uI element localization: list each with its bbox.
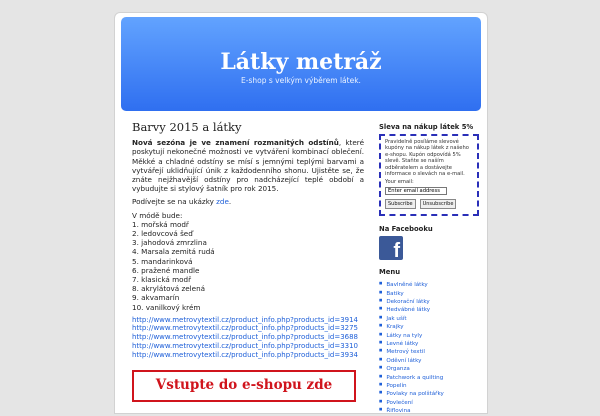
list-item: 5. mandarinková — [132, 256, 193, 266]
color-list — [132, 211, 364, 312]
list-item: 9. akvamarín — [132, 293, 180, 303]
email-label: Your email: — [385, 179, 414, 186]
product-link[interactable]: http://www.metrovytextil.cz/product_info.php?products_id=3934 — [132, 350, 359, 359]
subscribe-buttons — [385, 199, 473, 209]
sidebar — [379, 123, 479, 414]
unsubscribe-button[interactable]: Unsubscribe — [420, 199, 457, 209]
list-item: 3. jahodová zmrzlina — [132, 238, 207, 248]
product-link[interactable]: http://www.metrovytextil.cz/product_info.php?products_id=3688 — [132, 333, 359, 342]
list-intro: V módě bude: — [132, 210, 183, 220]
eshop-banner[interactable]: Vstupte do e-shopu zde — [132, 370, 356, 402]
menu-item[interactable]: ■ Povlečení — [379, 397, 479, 405]
list-item: 8. akrylátová zelená — [132, 284, 206, 294]
intro-bold: Nová sezóna je ve znamení rozmanitých odstínů — [132, 138, 339, 148]
subscribe-box — [379, 134, 479, 216]
menu-item[interactable]: ■ Bavlněné látky — [379, 279, 479, 287]
page-container — [114, 12, 488, 414]
site-title[interactable]: Látky metráž — [220, 49, 382, 75]
facebook-glyph: f — [393, 240, 400, 263]
list-item: 1. mořská modř — [132, 219, 189, 229]
menu-item[interactable]: ■ Povlaky na polštářky — [379, 388, 479, 396]
examples-suffix: . — [228, 197, 232, 207]
discount-title: Sleva na nákup látek 5% — [379, 123, 474, 131]
menu-item[interactable]: ■ Látky na tyly — [379, 330, 479, 338]
list-item: 6. pražené mandle — [132, 265, 200, 275]
menu-item[interactable]: ■ Hedvábné látky — [379, 304, 479, 312]
product-link[interactable]: http://www.metrovytextil.cz/product_info.php?products_id=3275 — [132, 324, 359, 333]
menu-item[interactable]: ■ Levné látky — [379, 338, 479, 346]
menu-item[interactable]: ■ Patchwork a quilting — [379, 372, 479, 380]
menu-item[interactable]: ■ Batiky — [379, 288, 479, 296]
examples-line — [132, 197, 364, 206]
list-item: 4. Marsala zemitá rudá — [132, 247, 215, 257]
menu-title: Menu — [379, 268, 401, 277]
main-content — [132, 120, 364, 402]
list-item: 10. vanilkový krém — [132, 302, 201, 312]
post-intro — [132, 138, 364, 193]
menu-item[interactable]: ■ Řiflovina — [379, 405, 479, 413]
menu-item[interactable]: ■ Krajky — [379, 321, 479, 329]
menu-item[interactable]: ■ Popelín — [379, 380, 479, 388]
facebook-title: Na Facebooku — [379, 225, 433, 234]
product-links — [132, 316, 364, 360]
category-menu — [379, 279, 479, 413]
menu-item[interactable]: ■ Dekorační látky — [379, 296, 479, 304]
subscribe-button[interactable]: Subscribe — [385, 199, 416, 209]
list-item: 2. ledovcová šeď — [132, 229, 193, 238]
examples-prefix: Podívejte se na ukázky — [132, 197, 217, 207]
email-input[interactable] — [385, 187, 447, 195]
menu-item[interactable]: ■ Jak ušít — [379, 313, 479, 321]
product-link[interactable]: http://www.metrovytextil.cz/product_info.php?products_id=3914 — [132, 315, 359, 324]
site-header — [121, 17, 481, 111]
menu-item[interactable]: ■ Organza — [379, 363, 479, 371]
facebook-icon[interactable] — [379, 236, 403, 263]
post-title[interactable]: Barvy 2015 a látky — [132, 120, 242, 134]
discount-text: Pravidelně posíláme slevové kupóny na nákup látek z našeho e-shopu. Kupón odpovídá 5% slevě. Staňte se naším odběratelem a dostávejte informace o slevách na e-mail. — [385, 139, 469, 178]
menu-item[interactable]: ■ Oděvní látky — [379, 355, 479, 363]
list-item: 7. klasická modř — [132, 274, 192, 284]
menu-item[interactable]: ■ Metrový textil — [379, 346, 479, 354]
examples-link[interactable]: zde — [216, 197, 229, 207]
intro-rest: , které poskytují nekonečné možnosti ve vytváření kombinací oblečení. Měkké a chladné odstíny se mísí s jemnými teplými barvami a vytvářejí uklidňující únik z každodenního shonu. Ujistěte se, že znáte nejžhavější odstíny pro nadcházející teplé období a vybudujte si stylový šatník pro rok 2015. — [132, 138, 364, 194]
site-tagline: E-shop s velkým výběrem látek. — [241, 76, 361, 85]
product-link[interactable]: http://www.metrovytextil.cz/product_info.php?products_id=3310 — [132, 342, 359, 351]
